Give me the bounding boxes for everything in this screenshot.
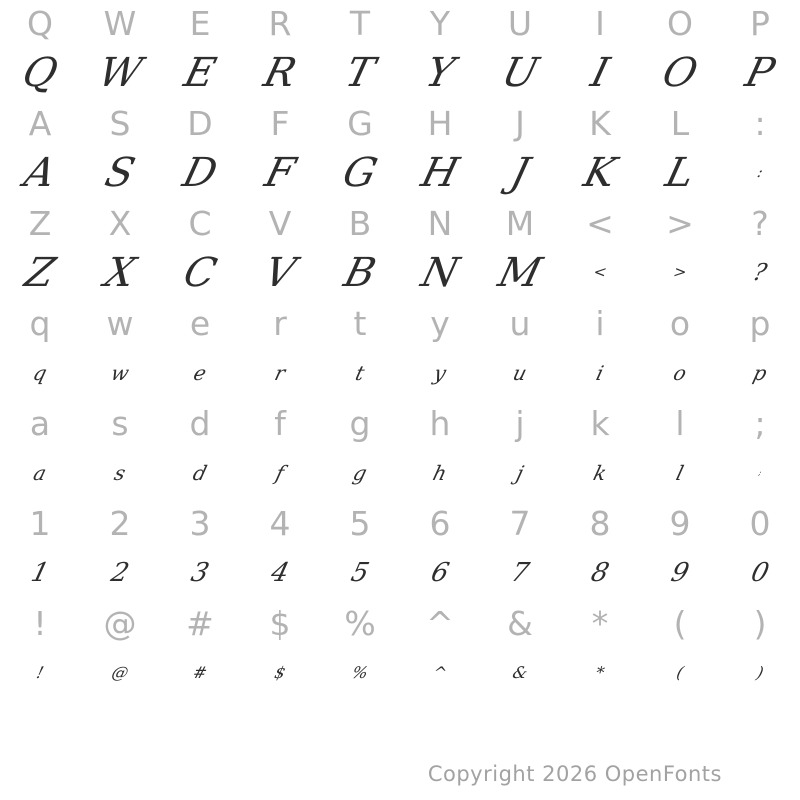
reference-char: E xyxy=(189,3,211,43)
script-char: s xyxy=(111,461,129,485)
reference-lower-row xyxy=(0,400,800,446)
reference-char: W xyxy=(103,3,137,43)
script-char: ! xyxy=(34,663,46,682)
script-char: Z xyxy=(20,250,60,296)
reference-char: h xyxy=(429,403,451,443)
reference-char: Q xyxy=(27,3,53,43)
reference-char: O xyxy=(667,3,693,43)
script-char: p xyxy=(750,361,770,385)
reference-char: J xyxy=(515,103,525,143)
script-char: N xyxy=(416,250,464,296)
script-char: V xyxy=(259,250,301,296)
script-char: y xyxy=(431,361,449,385)
script-char: u xyxy=(510,361,530,385)
reference-char: 7 xyxy=(509,503,531,543)
reference-char: U xyxy=(507,3,533,43)
script-char: T xyxy=(340,50,380,96)
reference-numbers-row xyxy=(0,500,800,546)
reference-char: G xyxy=(347,103,373,143)
script-char: O xyxy=(657,50,703,96)
script-char: L xyxy=(660,150,700,196)
script-char: H xyxy=(416,150,464,196)
reference-char: e xyxy=(189,303,211,343)
reference-char: j xyxy=(515,403,525,443)
script-char: W xyxy=(93,50,147,96)
script-char: 3 xyxy=(187,558,213,588)
script-char: U xyxy=(497,50,543,96)
reference-char: 4 xyxy=(269,503,291,543)
reference-char: Y xyxy=(429,3,451,43)
reference-char: X xyxy=(108,203,132,243)
reference-char: # xyxy=(186,603,214,643)
reference-char: ^ xyxy=(426,603,454,643)
reference-char: 9 xyxy=(669,503,691,543)
reference-char: i xyxy=(595,303,605,343)
reference-char: ( xyxy=(673,603,687,643)
reference-char: ) xyxy=(753,603,767,643)
script-char: g xyxy=(350,461,370,485)
reference-char: $ xyxy=(269,603,291,643)
script-lower-row xyxy=(0,446,800,500)
script-char: 1 xyxy=(27,558,53,588)
reference-char: ! xyxy=(33,603,47,643)
reference-char: f xyxy=(274,403,286,443)
script-char: w xyxy=(108,361,132,385)
reference-char: q xyxy=(29,303,51,343)
script-char: B xyxy=(339,250,381,296)
script-char: q xyxy=(30,361,50,385)
script-char: F xyxy=(260,150,300,196)
reference-char: & xyxy=(507,603,533,643)
script-char: : xyxy=(755,163,765,182)
script-char: > xyxy=(671,263,689,282)
script-char: < xyxy=(591,263,609,282)
reference-char: y xyxy=(430,303,450,343)
script-char: C xyxy=(178,250,222,296)
script-char: X xyxy=(100,250,140,296)
script-char: G xyxy=(338,150,382,196)
reference-char: ; xyxy=(754,403,766,443)
reference-char: ? xyxy=(751,203,769,243)
script-char: ) xyxy=(754,663,766,682)
reference-char: N xyxy=(427,203,453,243)
script-char: 4 xyxy=(267,558,293,588)
reference-char: 1 xyxy=(29,503,51,543)
reference-char: g xyxy=(349,403,371,443)
script-char: A xyxy=(19,150,61,196)
reference-char: d xyxy=(189,403,211,443)
script-char: % xyxy=(350,663,371,682)
reference-char: o xyxy=(669,303,691,343)
script-char: 2 xyxy=(107,558,133,588)
reference-char: 3 xyxy=(189,503,211,543)
reference-char: p xyxy=(749,303,771,343)
reference-char: Z xyxy=(28,203,52,243)
reference-char: 0 xyxy=(749,503,771,543)
reference-char: > xyxy=(666,203,694,243)
reference-caps-row xyxy=(0,100,800,146)
script-char: Y xyxy=(421,50,459,96)
reference-char: F xyxy=(270,103,290,143)
script-symbols-row xyxy=(0,646,800,700)
script-char: ? xyxy=(750,259,770,287)
reference-char: t xyxy=(353,303,367,343)
script-char: & xyxy=(510,663,530,682)
script-char: l xyxy=(673,461,687,485)
reference-char: B xyxy=(348,203,372,243)
script-char: S xyxy=(100,150,140,196)
script-char: h xyxy=(430,461,450,485)
script-char: * xyxy=(593,663,607,682)
script-char: $ xyxy=(272,663,288,682)
reference-char: 8 xyxy=(589,503,611,543)
reference-char: C xyxy=(188,203,212,243)
script-char: I xyxy=(586,50,614,96)
script-char: ^ xyxy=(431,663,450,682)
reference-char: A xyxy=(28,103,52,143)
script-char: Q xyxy=(17,50,63,96)
script-char: # xyxy=(191,663,210,682)
script-char: j xyxy=(513,461,527,485)
reference-char: S xyxy=(109,103,131,143)
script-char: P xyxy=(740,50,780,96)
reference-char: M xyxy=(505,203,535,243)
script-char: o xyxy=(670,361,690,385)
reference-char: l xyxy=(675,403,685,443)
script-char: d xyxy=(190,461,210,485)
reference-char: D xyxy=(187,103,213,143)
script-char: r xyxy=(272,361,288,385)
reference-char: : xyxy=(754,103,766,143)
reference-char: T xyxy=(349,3,371,43)
copyright-text: Copyright 2026 OpenFonts xyxy=(427,762,722,786)
reference-char: k xyxy=(590,403,610,443)
reference-char: 6 xyxy=(429,503,451,543)
script-char: K xyxy=(579,150,621,196)
reference-char: w xyxy=(106,303,134,343)
script-char: ( xyxy=(674,663,686,682)
reference-char: V xyxy=(268,203,292,243)
script-char: D xyxy=(178,150,222,196)
reference-char: a xyxy=(29,403,51,443)
script-char: M xyxy=(493,250,547,296)
reference-symbols-row xyxy=(0,600,800,646)
script-char: a xyxy=(31,461,49,485)
script-char: 9 xyxy=(667,558,693,588)
script-char: k xyxy=(590,461,610,485)
script-numbers-row xyxy=(0,546,800,600)
reference-caps-row xyxy=(0,0,800,46)
script-char: e xyxy=(191,361,209,385)
reference-char: K xyxy=(589,103,611,143)
reference-char: r xyxy=(273,303,287,343)
reference-char: u xyxy=(509,303,531,343)
reference-char: s xyxy=(111,403,129,443)
script-char: E xyxy=(179,50,221,96)
script-char: ; xyxy=(757,468,763,478)
script-char: i xyxy=(593,361,607,385)
reference-char: * xyxy=(591,603,609,643)
reference-char: < xyxy=(586,203,614,243)
reference-char: H xyxy=(427,103,453,143)
script-char: 0 xyxy=(747,558,773,588)
reference-char: 2 xyxy=(109,503,131,543)
script-char: @ xyxy=(109,663,131,682)
reference-char: % xyxy=(344,603,376,643)
script-caps-row xyxy=(0,246,800,300)
reference-char: P xyxy=(750,3,770,43)
script-char: 6 xyxy=(427,558,453,588)
reference-lower-row xyxy=(0,300,800,346)
script-char: R xyxy=(259,50,301,96)
reference-char: 5 xyxy=(349,503,371,543)
reference-char: @ xyxy=(103,603,137,643)
reference-caps-row xyxy=(0,200,800,246)
script-char: 7 xyxy=(507,558,533,588)
script-char: f xyxy=(273,461,287,485)
reference-char: L xyxy=(670,103,690,143)
script-char: 8 xyxy=(587,558,613,588)
reference-char: I xyxy=(595,3,605,43)
script-lower-row xyxy=(0,346,800,400)
reference-char: R xyxy=(268,3,292,43)
script-caps-row xyxy=(0,46,800,100)
script-char: J xyxy=(506,150,534,196)
script-caps-row xyxy=(0,146,800,200)
script-char: t xyxy=(352,361,368,385)
script-char: 5 xyxy=(347,558,373,588)
